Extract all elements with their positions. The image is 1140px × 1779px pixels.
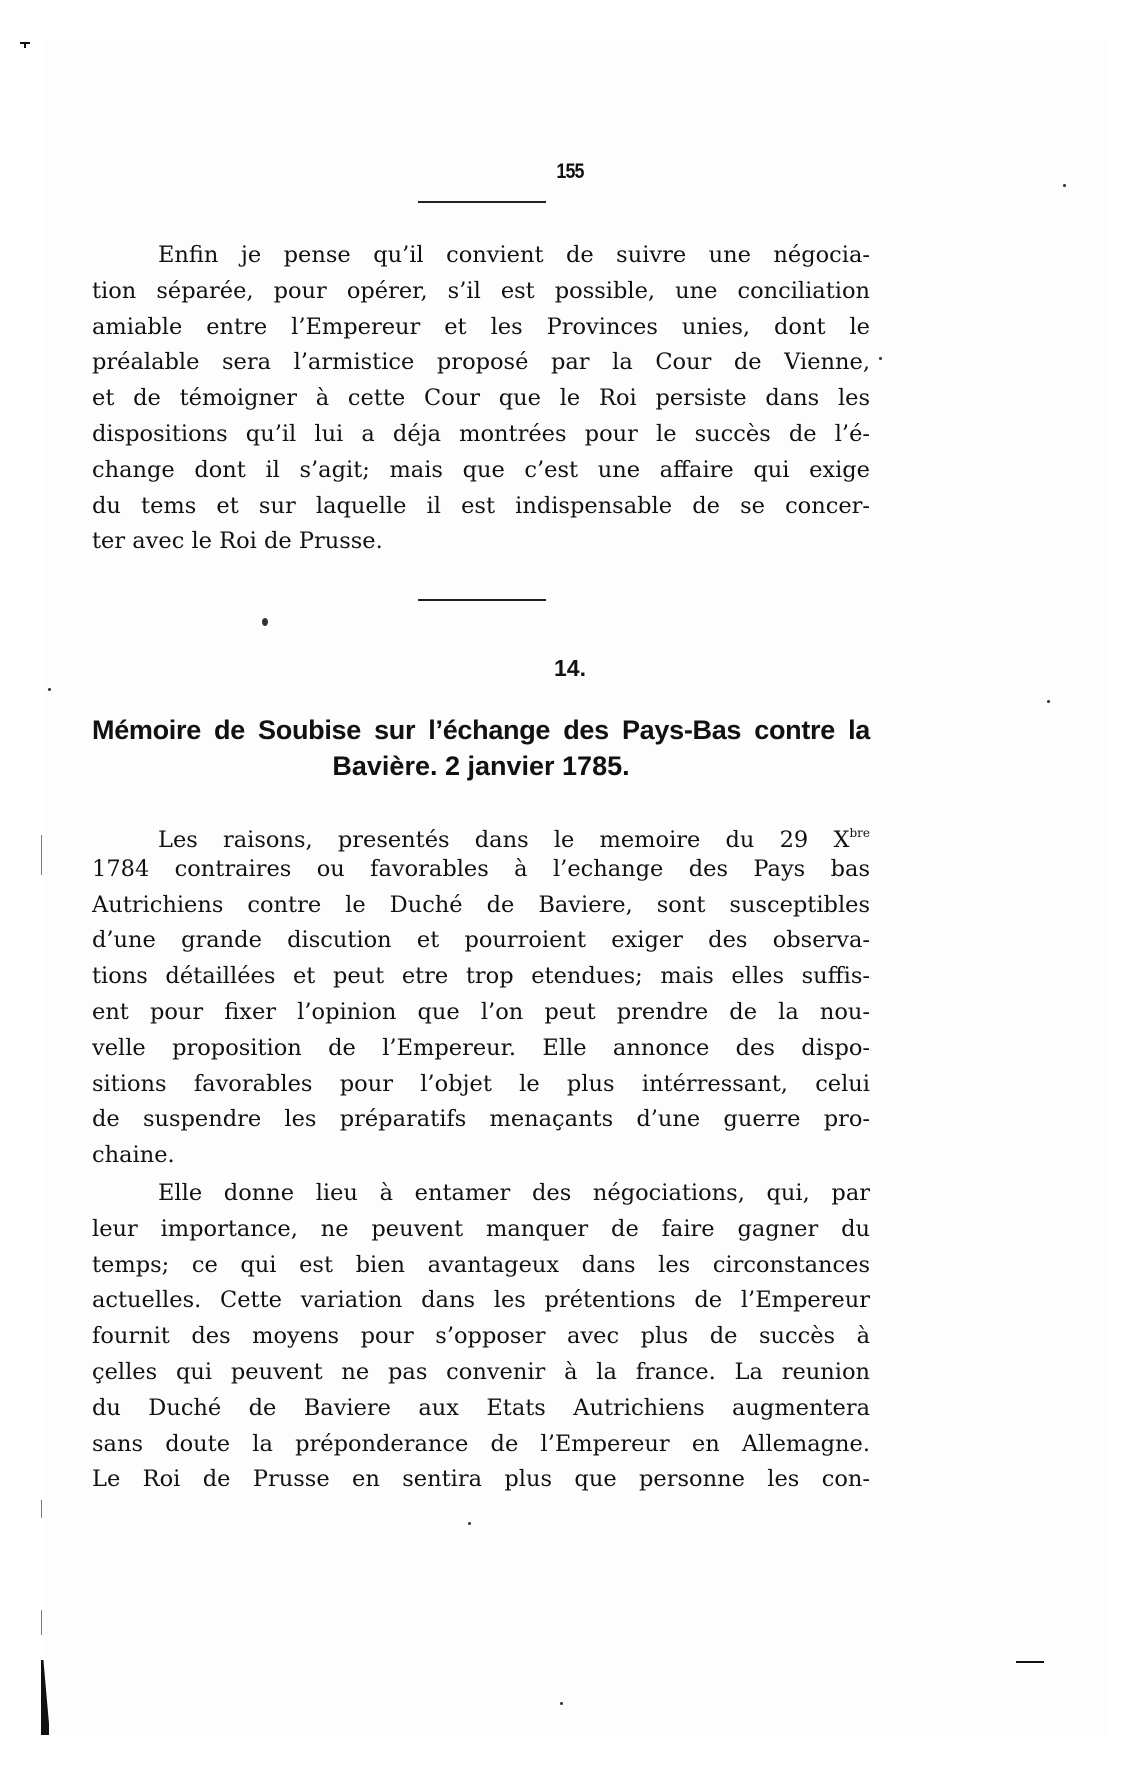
- ink-speck: [1047, 700, 1050, 703]
- paragraph-1: [92, 238, 870, 560]
- text-line: du Duché de Baviere aux Etats Autrichiens augmentera: [92, 1394, 870, 1421]
- text-line: sans doute la préponderance de l’Empereur en Allemagne.: [92, 1430, 870, 1457]
- text-line: dispositions qu’il lui a déja montrées pour le succès de l’é-: [92, 420, 870, 447]
- text-line: ent pour fixer l’opinion que l’on peut prendre de la nou-: [92, 998, 870, 1025]
- text-line: change dont il s’agit; mais que c’est une affaire qui exige: [92, 456, 870, 483]
- paragraph-3: [92, 1176, 870, 1498]
- text-line: Enfin je pense qu’il convient de suivre une négocia-: [158, 242, 870, 268]
- text-line: velle proposition de l’Empereur. Elle annonce des dispo-: [92, 1034, 870, 1061]
- text-line: Autrichiens contre le Duché de Baviere, sont susceptibles: [92, 891, 870, 918]
- text-line: çelles qui peuvent ne pas convenir à la france. La reunion: [92, 1358, 870, 1385]
- scan-edge-mark: [24, 42, 26, 48]
- section-title-line-1: Mémoire de Soubise sur l’échange des Pays-Bas contre la: [92, 715, 870, 745]
- text-line: tions détaillées et peut etre trop etendues; mais elles suffis-: [92, 963, 870, 990]
- section-divider: [418, 599, 546, 601]
- text-line: Elle donne lieu à entamer des négociations, qui, par: [158, 1180, 870, 1206]
- text-line: et de témoigner à cette Cour que le Roi persiste dans les: [92, 385, 870, 412]
- text-line-main: Les raisons, presentés dans le memoire du 29 X: [158, 827, 850, 853]
- text-line: du tems et sur laquelle il est indispensable de se concer-: [92, 492, 870, 519]
- ink-speck: [468, 1522, 471, 1525]
- paragraph-2: [92, 816, 870, 1174]
- section-title-line-2: Bavière. 2 janvier 1785.: [332, 751, 630, 781]
- text-line: chaine.: [92, 1142, 175, 1169]
- page-number: 155: [556, 160, 584, 183]
- ink-speck: [879, 357, 882, 360]
- text-line: Le Roi de Prusse en sentira plus que personne les con-: [92, 1466, 870, 1493]
- ink-speck: [560, 1702, 563, 1705]
- scan-left-edge-line: [41, 835, 42, 875]
- text-line: sitions favorables pour l’objet le plus intérressant, celui: [92, 1070, 870, 1097]
- text-line: ter avec le Roi de Prusse.: [92, 528, 383, 555]
- text-line: [92, 816, 870, 852]
- text-line: fournit des moyens pour s’opposer avec plus de succès à: [92, 1323, 870, 1350]
- text-line: 1784 contraires ou favorables à l’echange des Pays bas: [92, 855, 870, 882]
- section-number: 14.: [554, 655, 586, 681]
- scan-edge-dash: [1016, 1661, 1044, 1663]
- text-line: temps; ce qui est bien avantageux dans les circonstances: [92, 1251, 870, 1278]
- text-line: tion séparée, pour opérer, s’il est possible, une conciliation: [92, 277, 870, 304]
- scan-left-edge-line: [41, 1610, 42, 1635]
- text-line: leur importance, ne peuvent manquer de faire gagner du: [92, 1215, 870, 1242]
- ink-speck: [1063, 184, 1066, 187]
- section-title: [92, 712, 870, 784]
- ink-speck: [262, 618, 268, 626]
- text-line: d’une grande discution et pourroient exiger des observa-: [92, 927, 870, 954]
- ink-speck: [48, 688, 51, 691]
- text-line: de suspendre les préparatifs menaçants d’une guerre pro-: [92, 1106, 870, 1133]
- text-line: actuelles. Cette variation dans les prétentions de l’Empereur: [92, 1287, 870, 1314]
- scan-left-edge-line: [41, 1500, 42, 1518]
- superscript: bre: [849, 826, 870, 840]
- page-number-rule: [418, 201, 546, 203]
- text-line: amiable entre l’Empereur et les Provinces unies, dont le: [92, 313, 870, 340]
- text-line: préalable sera l’armistice proposé par la Cour de Vienne,: [92, 349, 870, 376]
